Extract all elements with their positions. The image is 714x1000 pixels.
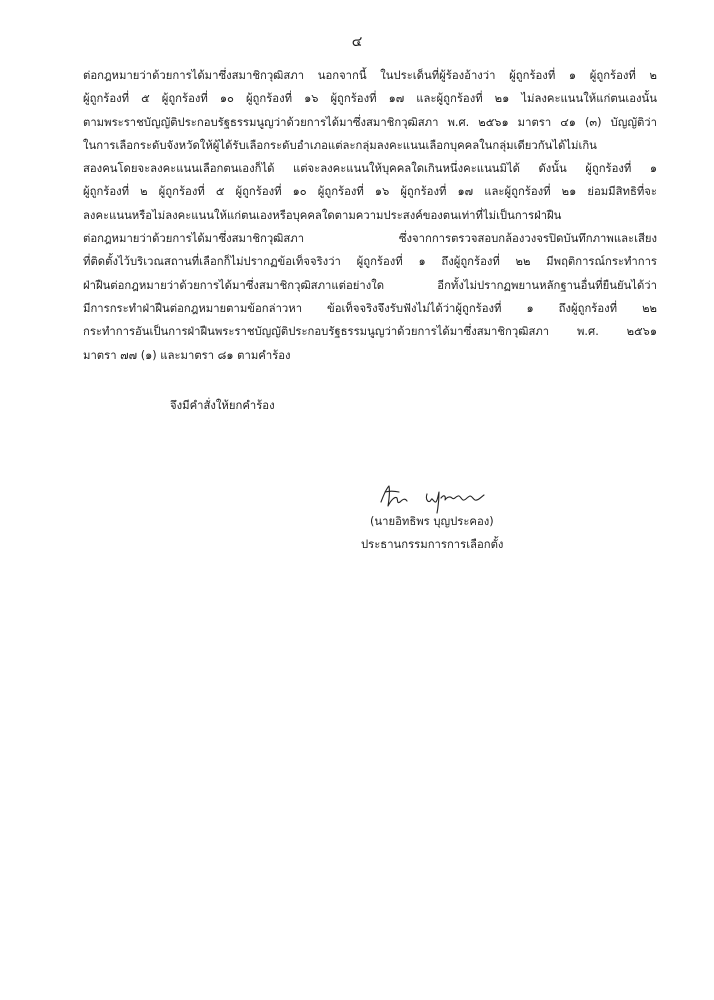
decision-text: จึงมีคำสั่งให้ยกคำร้อง bbox=[170, 399, 275, 412]
body-line: ต่อกฎหมายว่าด้วยการได้มาซึ่งสมาชิกวุฒิสภา ซึ่งจากการตรวจสอบกล้องวงจรปิดบันทึกภาพและเสียง bbox=[83, 232, 657, 246]
body-line: ต่อกฎหมายว่าด้วยการได้มาซึ่งสมาชิกวุฒิสภา นอกจากนี้ ในประเด็นที่ผู้ร้องอ้างว่า ผู้ถูกร้องที่ ๑ ผู้ถูกร้องที่ ๒ bbox=[83, 69, 657, 82]
body-line: ตามพระราชบัญญัติประกอบรัฐธรรมนูญว่าด้วยการได้มาซึ่งสมาชิกวุฒิสภา พ.ศ. ๒๕๖๑ มาตรา ๔๑ (๓) บัญญัติว่า bbox=[83, 115, 657, 129]
body-line: มีการกระทำฝ่าฝืนต่อกฎหมายตามข้อกล่าวหา ข้อเท็จจริงจึงรับฟังไม่ได้ว่าผู้ถูกร้องที่ ๑ ถึงผู้ถูกร้องที่ ๒๒ bbox=[83, 301, 657, 315]
signer-title: ประธานกรรมการการเลือกตั้ง bbox=[361, 538, 504, 551]
body-line: ผู้ถูกร้องที่ ๒ ผู้ถูกร้องที่ ๕ ผู้ถูกร้องที่ ๑๐ ผู้ถูกร้องที่ ๑๖ ผู้ถูกร้องที่ ๑๗ และผู้ถูกร้องที่ ๒๑ ย่อมมีสิทธิที่จะ bbox=[83, 185, 657, 199]
signer-name: (นายอิทธิพร บุญประคอง) bbox=[370, 515, 494, 528]
body-line: สองคนโดยจะลงคะแนนเลือกตนเองก็ได้ แต่จะลงคะแนนให้บุคคลใดเกินหนึ่งคะแนนมิได้ ดังนั้น ผู้ถูกร้องที่ ๑ bbox=[83, 162, 657, 176]
handwritten-signature bbox=[375, 480, 495, 514]
body-line: ผู้ถูกร้องที่ ๕ ผู้ถูกร้องที่ ๑๐ ผู้ถูกร้องที่ ๑๖ ผู้ถูกร้องที่ ๑๗ และผู้ถูกร้องที่ ๒๑ ไม่ลงคะแนนให้แก่ตนเองนั้น bbox=[83, 92, 657, 106]
body-line: ที่ติดตั้งไว้บริเวณสถานที่เลือกก็ไม่ปรากฏข้อเท็จจริงว่า ผู้ถูกร้องที่ ๑ ถึงผู้ถูกร้องที่ ๒๒ มีพฤติการณ์กระทำการ bbox=[83, 255, 657, 269]
body-line: ในการเลือกระดับจังหวัดให้ผู้ได้รับเลือกระดับอำเภอแต่ละกลุ่มลงคะแนนเลือกบุคคลในกลุ่มเดียวกันได้ไม่เกิน bbox=[83, 138, 597, 152]
body-paragraph bbox=[83, 64, 657, 367]
body-line: ลงคะแนนหรือไม่ลงคะแนนให้แก่ตนเองหรือบุคคลใดตามความประสงค์ของตนเท่าที่ไม่เป็นการฝ่าฝืน bbox=[83, 208, 562, 222]
body-line: กระทำการอันเป็นการฝ่าฝืนพระราชบัญญัติประกอบรัฐธรรมนูญว่าด้วยการได้มาซึ่งสมาชิกวุฒิสภา พ.ศ. ๒๕๖๑ bbox=[83, 325, 657, 339]
page-number: ๔ bbox=[351, 34, 363, 50]
body-line: มาตรา ๗๗ (๑) และมาตรา ๘๑ ตามคำร้อง bbox=[83, 348, 291, 362]
body-line: ฝ่าฝืนต่อกฎหมายว่าด้วยการได้มาซึ่งสมาชิกวุฒิสภาแต่อย่างใด อีกทั้งไม่ปรากฏพยานหลักฐานอื่นที่ยืนยันได้ว่า bbox=[83, 278, 657, 292]
